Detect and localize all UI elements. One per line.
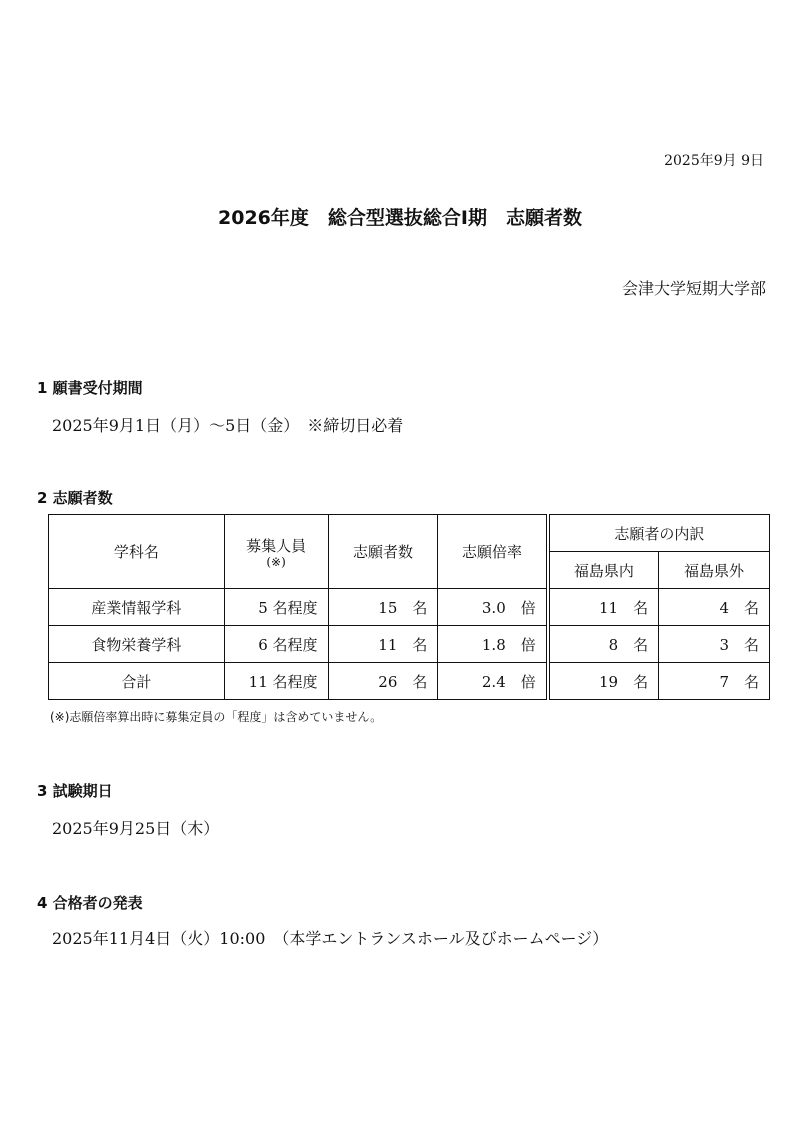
cell-applicants: 15 名	[328, 589, 438, 626]
table-row	[49, 589, 770, 626]
header-ratio: 志願倍率	[438, 515, 548, 589]
cell-in-prefecture: 8 名	[548, 626, 659, 663]
cell-ratio: 1.8 倍	[438, 626, 548, 663]
exam-date-text: 2025年9月25日（木）	[52, 819, 220, 838]
table-header-row	[49, 515, 770, 552]
cell-in-prefecture: 19 名	[548, 663, 659, 700]
table-row	[49, 626, 770, 663]
header-capacity	[224, 515, 328, 589]
section-applicants-title: 2 志願者数	[37, 489, 113, 507]
table-footnote: (※)志願倍率算出時に募集定員の「程度」は含めていません。	[50, 710, 383, 724]
applicants-table	[48, 514, 770, 700]
section-announcement-title: 4 合格者の発表	[37, 894, 143, 912]
section-exam-date-title: 3 試験期日	[37, 782, 113, 800]
cell-in-prefecture: 11 名	[548, 589, 659, 626]
application-period-text: 2025年9月1日（月）～5日（金） ※締切日必着	[52, 416, 404, 435]
cell-ratio: 3.0 倍	[438, 589, 548, 626]
cell-capacity: 5 名程度	[224, 589, 328, 626]
section-application-period-title: 1 願書受付期間	[37, 379, 143, 397]
cell-applicants: 11 名	[328, 626, 438, 663]
document-date: 2025年9月 9日	[664, 153, 764, 169]
page-title: 2026年度 総合型選抜総合Ⅰ期 志願者数	[218, 207, 582, 229]
header-in-prefecture: 福島県内	[548, 552, 659, 589]
cell-out-prefecture: 4 名	[659, 589, 770, 626]
header-applicants: 志願者数	[328, 515, 438, 589]
header-capacity-note: (※)	[266, 554, 286, 569]
header-breakdown: 志願者の内訳	[548, 515, 770, 552]
cell-capacity: 11 名程度	[224, 663, 328, 700]
cell-department: 産業情報学科	[49, 589, 225, 626]
organization-name: 会津大学短期大学部	[621, 279, 766, 298]
table-row-total	[49, 663, 770, 700]
cell-ratio: 2.4 倍	[438, 663, 548, 700]
header-capacity-label: 募集人員	[246, 536, 307, 555]
cell-applicants: 26 名	[328, 663, 438, 700]
header-department: 学科名	[49, 515, 225, 589]
cell-department: 合計	[49, 663, 225, 700]
cell-department: 食物栄養学科	[49, 626, 225, 663]
header-out-prefecture: 福島県外	[659, 552, 770, 589]
cell-capacity: 6 名程度	[224, 626, 328, 663]
cell-out-prefecture: 3 名	[659, 626, 770, 663]
announcement-text: 2025年11月4日（火）10:00 （本学エントランスホール及びホームページ）	[52, 929, 609, 948]
cell-out-prefecture: 7 名	[659, 663, 770, 700]
